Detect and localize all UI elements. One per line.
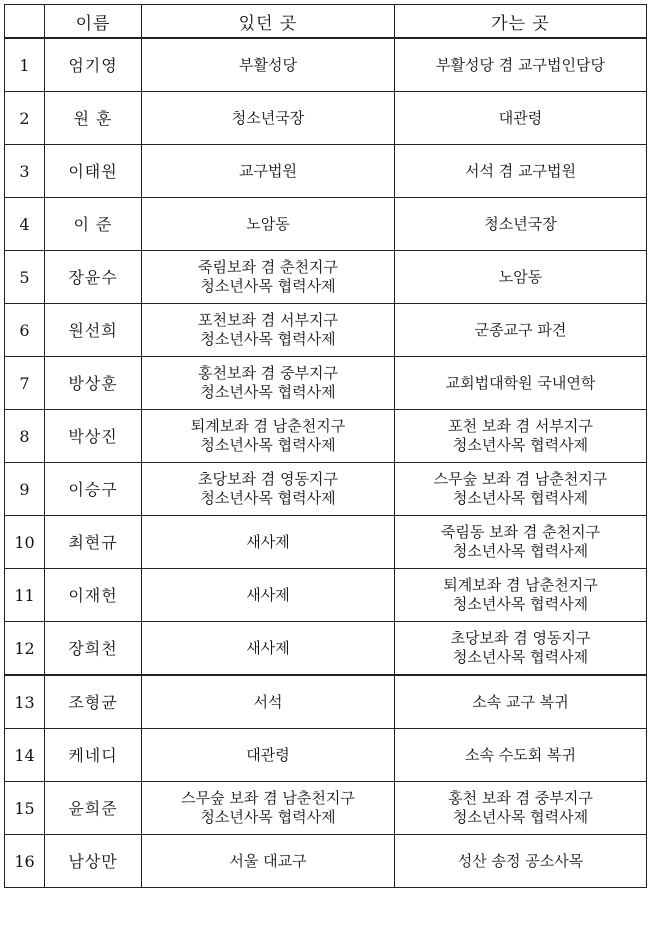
previous-post-line: 새사제 [246, 638, 290, 657]
new-post-line: 퇴계보좌 겸 남춘천지구 [443, 576, 598, 594]
previous-post-line: 새사제 [246, 585, 290, 604]
new-post-line: 초당보좌 겸 영동지구 [450, 629, 591, 647]
row-number: 14 [5, 729, 45, 782]
row-number: 4 [5, 198, 45, 251]
priest-name: 박상진 [45, 410, 142, 463]
row-number: 5 [5, 251, 45, 304]
previous-post-line: 노암동 [246, 214, 290, 233]
previous-post-cell [142, 569, 395, 622]
row-number: 2 [5, 92, 45, 145]
previous-post-line: 서석 [253, 692, 283, 711]
priest-name: 이태원 [45, 145, 142, 198]
new-post-line: 홍천 보좌 겸 중부지구 [448, 789, 593, 807]
previous-post-cell [142, 251, 395, 304]
previous-post-cell [142, 304, 395, 357]
previous-post-line: 청소년사목 협력사제 [200, 489, 336, 507]
table-row [5, 92, 647, 145]
previous-post-line: 죽림보좌 겸 춘천지구 [198, 258, 338, 276]
header-previous-post: 있던 곳 [142, 5, 395, 39]
priest-name: 최현규 [45, 516, 142, 569]
previous-post-line: 청소년국장 [231, 108, 305, 127]
table-header [5, 5, 647, 39]
previous-post-cell [142, 38, 395, 92]
previous-post-cell [142, 92, 395, 145]
new-post-cell [395, 729, 647, 782]
new-post-cell [395, 304, 647, 357]
table-row [5, 38, 647, 92]
new-post-cell [395, 782, 647, 835]
row-number: 15 [5, 782, 45, 835]
priest-name: 이 준 [45, 198, 142, 251]
row-number: 6 [5, 304, 45, 357]
new-post-cell [395, 410, 647, 463]
row-number: 11 [5, 569, 45, 622]
new-post-line: 교회법대학원 국내연학 [445, 373, 596, 392]
row-number: 8 [5, 410, 45, 463]
table-row [5, 516, 647, 569]
table-row [5, 622, 647, 676]
new-post-cell [395, 463, 647, 516]
table-row [5, 729, 647, 782]
new-post-line: 청소년사목 협력사제 [452, 489, 589, 507]
priest-name: 엄기영 [45, 38, 142, 92]
new-post-cell [395, 92, 647, 145]
new-post-line: 성산 송정 공소사목 [457, 851, 584, 870]
previous-post-line: 청소년사목 협력사제 [200, 383, 336, 401]
previous-post-line: 대관령 [246, 745, 290, 764]
previous-post-cell [142, 622, 395, 676]
table-row [5, 463, 647, 516]
new-post-line: 노암동 [498, 267, 543, 286]
new-post-line: 서석 겸 교구법원 [465, 161, 576, 180]
new-post-line: 청소년사목 협력사제 [452, 648, 589, 666]
previous-post-line: 새사제 [246, 532, 290, 551]
row-number: 16 [5, 835, 45, 888]
priest-name: 이재헌 [45, 569, 142, 622]
previous-post-line: 서울 대교구 [229, 851, 307, 870]
priest-name: 이승구 [45, 463, 142, 516]
previous-post-cell [142, 357, 395, 410]
new-post-line: 소속 교구 복귀 [472, 692, 569, 711]
table-row [5, 835, 647, 888]
header-name: 이름 [45, 5, 142, 39]
new-post-line: 부활성당 겸 교구법인담당 [436, 55, 605, 74]
new-post-cell [395, 569, 647, 622]
new-post-line: 청소년사목 협력사제 [452, 595, 589, 613]
new-post-line: 스무숲 보좌 겸 남춘천지구 [433, 470, 608, 488]
previous-post-line: 홍천보좌 겸 중부지구 [198, 364, 338, 382]
header-row [5, 5, 647, 39]
row-number: 13 [5, 675, 45, 729]
new-post-line: 군종교구 파견 [474, 320, 567, 339]
new-post-cell [395, 145, 647, 198]
row-number: 12 [5, 622, 45, 676]
table-row [5, 782, 647, 835]
new-post-cell [395, 357, 647, 410]
new-post-line: 청소년국장 [484, 214, 557, 233]
priest-name: 원선희 [45, 304, 142, 357]
new-post-cell [395, 675, 647, 729]
previous-post-line: 스무숲 보좌 겸 남춘천지구 [181, 789, 355, 807]
header-number [5, 5, 45, 39]
priest-name: 원 훈 [45, 92, 142, 145]
priest-name: 윤희준 [45, 782, 142, 835]
priest-name: 장희천 [45, 622, 142, 676]
row-number: 7 [5, 357, 45, 410]
previous-post-line: 부활성당 [239, 55, 297, 74]
previous-post-cell [142, 145, 395, 198]
previous-post-line: 청소년사목 협력사제 [200, 277, 336, 295]
previous-post-cell [142, 516, 395, 569]
previous-post-cell [142, 198, 395, 251]
table-row [5, 198, 647, 251]
table-row [5, 675, 647, 729]
new-post-line: 죽림동 보좌 겸 춘천지구 [440, 523, 601, 541]
table-row [5, 410, 647, 463]
new-post-line: 소속 수도회 복귀 [465, 745, 576, 764]
new-post-cell [395, 198, 647, 251]
row-number: 10 [5, 516, 45, 569]
new-post-line: 대관령 [498, 108, 543, 127]
previous-post-line: 초당보좌 겸 영동지구 [198, 470, 338, 488]
new-post-cell [395, 835, 647, 888]
table-row [5, 569, 647, 622]
header-new-post: 가는 곳 [395, 5, 647, 39]
new-post-cell [395, 622, 647, 676]
new-post-cell [395, 251, 647, 304]
new-post-line: 청소년사목 협력사제 [452, 542, 589, 560]
row-number: 9 [5, 463, 45, 516]
previous-post-cell [142, 729, 395, 782]
priest-name: 조형균 [45, 675, 142, 729]
previous-post-line: 청소년사목 협력사제 [200, 330, 336, 348]
previous-post-line: 교구법원 [239, 161, 297, 180]
previous-post-cell [142, 675, 395, 729]
new-post-line: 청소년사목 협력사제 [452, 808, 589, 826]
table-row [5, 145, 647, 198]
previous-post-cell [142, 410, 395, 463]
table-body [5, 38, 647, 888]
row-number: 3 [5, 145, 45, 198]
priest-name: 케네디 [45, 729, 142, 782]
previous-post-cell [142, 835, 395, 888]
priest-name: 장윤수 [45, 251, 142, 304]
priest-name: 방상훈 [45, 357, 142, 410]
table-row [5, 251, 647, 304]
new-post-line: 청소년사목 협력사제 [452, 436, 589, 454]
row-number: 1 [5, 38, 45, 92]
new-post-line: 포천 보좌 겸 서부지구 [448, 417, 593, 435]
new-post-cell [395, 38, 647, 92]
priest-name: 남상만 [45, 835, 142, 888]
previous-post-line: 청소년사목 협력사제 [200, 808, 336, 826]
previous-post-line: 퇴계보좌 겸 남춘천지구 [190, 417, 346, 435]
previous-post-line: 포천보좌 겸 서부지구 [198, 311, 338, 329]
previous-post-cell [142, 782, 395, 835]
previous-post-line: 청소년사목 협력사제 [200, 436, 336, 454]
table-row [5, 304, 647, 357]
personnel-table [4, 4, 647, 888]
new-post-cell [395, 516, 647, 569]
previous-post-cell [142, 463, 395, 516]
table-row [5, 357, 647, 410]
